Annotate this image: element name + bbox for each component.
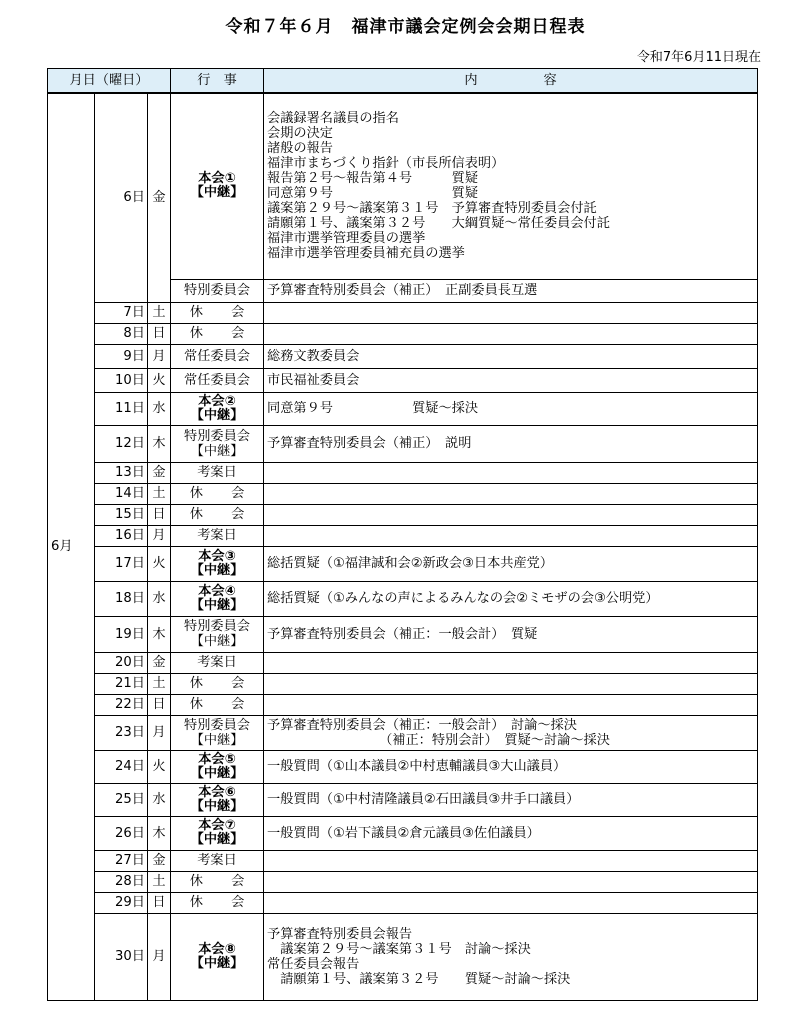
event-cell <box>171 673 264 694</box>
event-line: 【中継】 <box>190 597 244 613</box>
day-cell: 24日 <box>95 750 148 783</box>
table-row <box>48 368 758 392</box>
day-cell: 27日 <box>95 850 148 871</box>
event-line: 考案日 <box>197 465 237 480</box>
content-cell <box>264 344 758 368</box>
content-cell <box>264 715 758 750</box>
event-cell <box>171 694 264 715</box>
weekday-cell: 火 <box>148 368 171 392</box>
event-line: 常任委員会 <box>184 372 250 388</box>
day-cell: 15日 <box>95 504 148 525</box>
weekday-cell: 木 <box>148 616 171 652</box>
event-cell <box>171 546 264 581</box>
weekday-cell: 日 <box>148 323 171 344</box>
as-of-date: 令和7年6月11日現在 <box>636 50 761 65</box>
content-line: 予算審査特別委員会（補正） 正副委員長互選 <box>267 283 538 298</box>
day-cell: 28日 <box>95 871 148 892</box>
table-row <box>48 694 758 715</box>
table-row <box>48 581 758 616</box>
content-line: 総括質疑（①福津誠和会②新政会③日本共産党） <box>267 556 554 571</box>
event-line: 特別委員会 <box>184 428 250 444</box>
event-cell <box>171 892 264 913</box>
event-cell <box>171 504 264 525</box>
day-cell: 7日 <box>95 302 148 323</box>
event-line: 休 会 <box>189 676 257 691</box>
table-row <box>48 850 758 871</box>
weekday-cell: 月 <box>148 344 171 368</box>
content-cell <box>264 302 758 323</box>
content-line: 議案第２９号～議案第３１号 予算審査特別委員会付託 <box>267 201 597 217</box>
content-cell <box>264 783 758 816</box>
content-line: 福津市選挙管理委員補充員の選挙 <box>267 246 465 262</box>
content-line: 一般質問（①岩下議員②倉元議員③佐伯議員） <box>267 825 540 841</box>
table-row <box>48 525 758 546</box>
content-cell <box>264 483 758 504</box>
event-line: 休 会 <box>189 874 257 889</box>
content-line: 諸般の報告 <box>267 141 333 157</box>
weekday-cell: 木 <box>148 425 171 462</box>
weekday-cell: 月 <box>148 715 171 750</box>
table-row <box>48 462 758 483</box>
event-cell <box>171 913 264 1000</box>
content-line: 福津市選挙管理委員の選挙 <box>267 231 426 247</box>
day-cell: 13日 <box>95 462 148 483</box>
content-cell <box>264 425 758 462</box>
table-row <box>48 93 758 279</box>
content-cell <box>264 673 758 694</box>
content-line: 予算審査特別委員会（補正：一般会計） 質疑 <box>267 626 538 642</box>
content-line: 会期の決定 <box>267 126 333 142</box>
content-cell <box>264 581 758 616</box>
weekday-cell: 金 <box>148 462 171 483</box>
event-line: 考案日 <box>197 655 237 670</box>
day-cell: 19日 <box>95 616 148 652</box>
content-cell <box>264 279 758 302</box>
event-line: 本会② <box>198 393 236 409</box>
day-cell: 12日 <box>95 425 148 462</box>
content-line: 議案第２９号～議案第３１号 討論～採決 <box>267 941 531 957</box>
day-cell: 11日 <box>95 392 148 425</box>
event-line: 特別委員会 <box>184 283 250 298</box>
header-date: 月日（曜日） <box>48 69 171 94</box>
content-cell <box>264 392 758 425</box>
content-line: 請願第１号、議案第３２号 大綱質疑～常任委員会付託 <box>267 216 610 232</box>
table-row <box>48 715 758 750</box>
content-line: 請願第１号、議案第３２号 質疑～討論～採決 <box>267 971 571 987</box>
content-line: 総務文教委員会 <box>267 348 360 364</box>
day-cell: 23日 <box>95 715 148 750</box>
weekday-cell: 日 <box>148 504 171 525</box>
content-cell <box>264 913 758 1000</box>
event-cell <box>171 323 264 344</box>
event-cell <box>171 93 264 279</box>
event-line: 【中継】 <box>190 832 244 847</box>
schedule-table <box>47 68 758 1001</box>
content-line: 市民福祉委員会 <box>267 372 360 388</box>
table-header-row <box>48 69 758 94</box>
event-line: 本会③ <box>198 548 236 564</box>
event-cell <box>171 392 264 425</box>
table-row <box>48 750 758 783</box>
event-line: 常任委員会 <box>184 348 250 364</box>
weekday-cell: 土 <box>148 483 171 504</box>
event-line: 本会⑧ <box>198 941 236 957</box>
weekday-cell: 金 <box>148 93 171 302</box>
content-cell <box>264 368 758 392</box>
table-row <box>48 344 758 368</box>
day-cell: 18日 <box>95 581 148 616</box>
day-cell: 9日 <box>95 344 148 368</box>
event-line: 【中継】 <box>190 562 244 578</box>
event-cell <box>171 871 264 892</box>
content-line: 同意第９号 質疑～採決 <box>267 401 479 416</box>
event-cell <box>171 483 264 504</box>
weekday-cell: 金 <box>148 850 171 871</box>
event-cell <box>171 525 264 546</box>
table-row <box>48 425 758 462</box>
event-line: 【中継】 <box>190 798 244 814</box>
content-cell <box>264 871 758 892</box>
content-cell <box>264 616 758 652</box>
event-line: 休 会 <box>189 305 257 320</box>
content-cell <box>264 694 758 715</box>
content-cell <box>264 504 758 525</box>
content-line: 一般質問（①中村清隆議員②石田議員③井手口議員） <box>267 792 580 807</box>
weekday-cell: 水 <box>148 783 171 816</box>
event-line: 本会① <box>198 171 236 187</box>
day-cell: 30日 <box>95 913 148 1000</box>
weekday-cell: 水 <box>148 392 171 425</box>
event-line: 【中継】 <box>190 634 244 649</box>
event-cell <box>171 850 264 871</box>
content-cell <box>264 816 758 850</box>
event-line: 【中継】 <box>190 185 244 201</box>
content-line: 常任委員会報告 <box>267 956 360 972</box>
day-cell: 26日 <box>95 816 148 850</box>
content-line: 予算審査特別委員会（補正） 説明 <box>267 436 472 451</box>
weekday-cell: 金 <box>148 652 171 673</box>
day-cell: 20日 <box>95 652 148 673</box>
table-row <box>48 546 758 581</box>
weekday-cell: 日 <box>148 892 171 913</box>
weekday-cell: 土 <box>148 871 171 892</box>
content-line: 一般質問（①山本議員②中村恵輔議員③大山議員） <box>267 759 567 774</box>
event-line: 休 会 <box>189 326 257 341</box>
event-cell <box>171 816 264 850</box>
table-row <box>48 913 758 1000</box>
table-row <box>48 483 758 504</box>
day-cell: 22日 <box>95 694 148 715</box>
content-line: 同意第９号 質疑 <box>267 186 479 202</box>
event-cell <box>171 462 264 483</box>
event-cell <box>171 279 264 302</box>
event-line: 【中継】 <box>190 443 244 459</box>
table-row <box>48 816 758 850</box>
event-line: 休 会 <box>189 507 257 522</box>
table-row <box>48 871 758 892</box>
content-cell <box>264 546 758 581</box>
day-cell: 10日 <box>95 368 148 392</box>
table-row <box>48 616 758 652</box>
event-cell <box>171 652 264 673</box>
day-cell: 16日 <box>95 525 148 546</box>
weekday-cell: 水 <box>148 581 171 616</box>
content-line: （補正：特別会計） 質疑～討論～採決 <box>267 732 610 748</box>
table-row <box>48 783 758 816</box>
event-line: 休 会 <box>189 895 257 910</box>
event-cell <box>171 715 264 750</box>
day-cell: 6日 <box>95 93 148 302</box>
page-title: 令和７年６月 福津市議会定例会会期日程表 <box>225 17 586 37</box>
weekday-cell: 火 <box>148 546 171 581</box>
content-cell <box>264 652 758 673</box>
schedule-body <box>48 93 758 1000</box>
event-cell <box>171 750 264 783</box>
event-line: 【中継】 <box>190 407 244 423</box>
event-line: 考案日 <box>197 853 237 868</box>
weekday-cell: 月 <box>148 525 171 546</box>
content-line: 総括質疑（①みんなの声によるみんなの会②ミモザの会③公明党） <box>267 591 659 606</box>
table-row <box>48 392 758 425</box>
table-row <box>48 302 758 323</box>
content-cell <box>264 850 758 871</box>
event-line: 休 会 <box>189 697 257 712</box>
content-cell <box>264 525 758 546</box>
event-cell <box>171 302 264 323</box>
event-cell <box>171 425 264 462</box>
table-row <box>48 323 758 344</box>
day-cell: 25日 <box>95 783 148 816</box>
event-line: 特別委員会 <box>184 717 250 733</box>
event-line: 本会⑤ <box>198 751 236 767</box>
event-cell <box>171 344 264 368</box>
weekday-cell: 土 <box>148 302 171 323</box>
event-line: 本会⑥ <box>198 784 236 800</box>
event-line: 本会⑦ <box>198 818 236 833</box>
content-cell <box>264 462 758 483</box>
content-cell <box>264 750 758 783</box>
event-line: 【中継】 <box>190 955 244 971</box>
event-line: 考案日 <box>197 528 237 543</box>
event-cell <box>171 368 264 392</box>
content-cell <box>264 93 758 279</box>
day-cell: 14日 <box>95 483 148 504</box>
content-line: 会議録署名議員の指名 <box>267 111 399 127</box>
event-line: 休 会 <box>189 486 257 501</box>
header-event: 行 事 <box>171 69 264 94</box>
event-line: 【中継】 <box>190 765 244 781</box>
day-cell: 29日 <box>95 892 148 913</box>
event-line: 特別委員会 <box>184 619 250 634</box>
day-cell: 17日 <box>95 546 148 581</box>
event-cell <box>171 581 264 616</box>
table-row <box>48 892 758 913</box>
day-cell: 21日 <box>95 673 148 694</box>
content-cell <box>264 323 758 344</box>
event-cell <box>171 783 264 816</box>
weekday-cell: 土 <box>148 673 171 694</box>
content-line: 予算審査特別委員会（補正：一般会計） 討論～採決 <box>267 717 577 733</box>
content-cell <box>264 892 758 913</box>
content-line: 福津市まちづくり指針（市長所信表明） <box>267 156 505 172</box>
day-cell: 8日 <box>95 323 148 344</box>
table-row <box>48 673 758 694</box>
content-line: 予算審査特別委員会報告 <box>267 926 413 942</box>
weekday-cell: 木 <box>148 816 171 850</box>
weekday-cell: 日 <box>148 694 171 715</box>
table-row <box>48 504 758 525</box>
month-cell: 6月 <box>48 93 95 1000</box>
weekday-cell: 月 <box>148 913 171 1000</box>
event-line: 本会④ <box>198 583 236 599</box>
table-row <box>48 652 758 673</box>
event-cell <box>171 616 264 652</box>
content-line: 報告第２号～報告第４号 質疑 <box>267 171 479 187</box>
event-line: 【中継】 <box>190 732 244 748</box>
weekday-cell: 火 <box>148 750 171 783</box>
header-content: 内 容 <box>264 69 758 94</box>
